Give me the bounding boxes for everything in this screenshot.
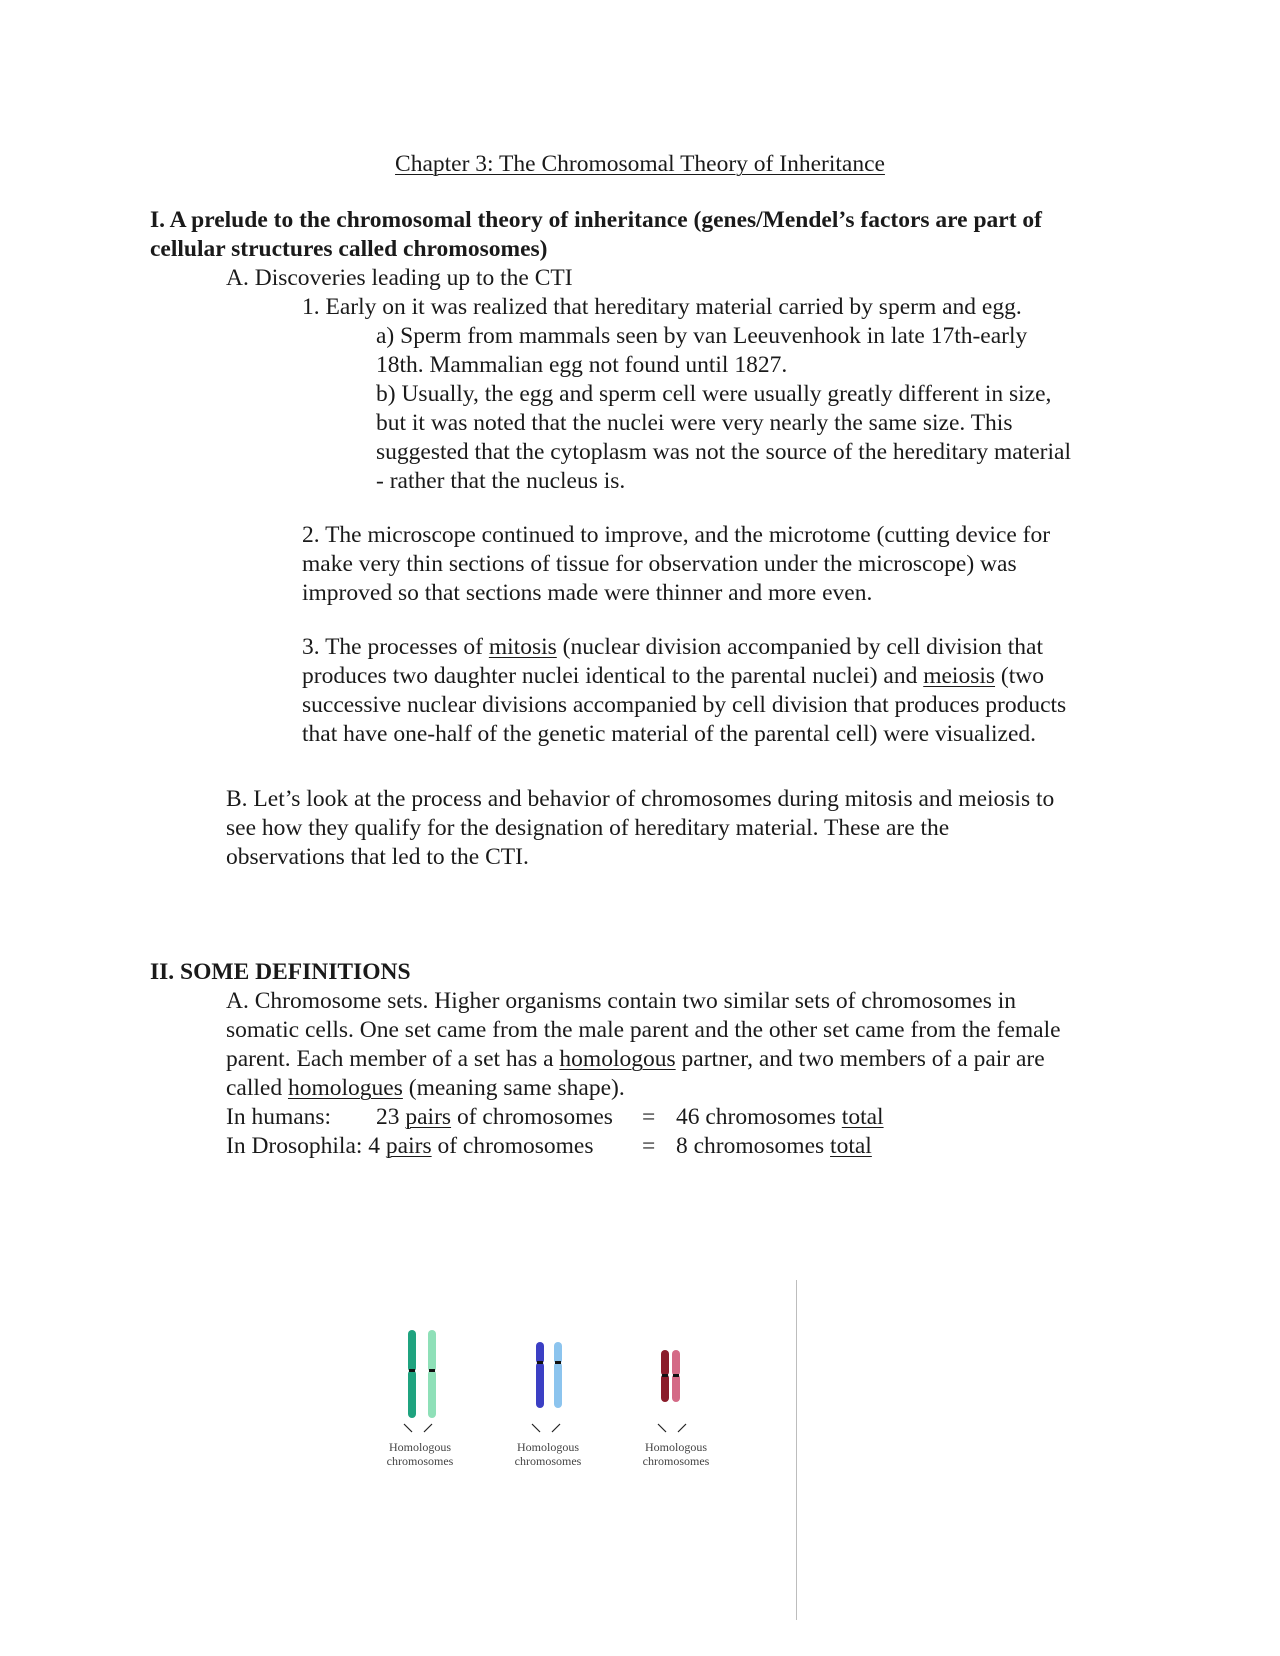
section1-heading-line2: cellular structures called chromosomes) xyxy=(150,236,548,262)
arrows xyxy=(404,1424,686,1432)
section2-heading: II. SOME DEFINITIONS xyxy=(150,959,411,985)
term-homologues: homologues xyxy=(287,1075,403,1101)
item-1a-line2: 18th. Mammalian egg not found until 1827. xyxy=(376,352,788,378)
item-1a-line1: a) Sperm from mammals seen by van Leeuvenhook in late 17th-early xyxy=(376,323,1028,349)
centromere xyxy=(673,1374,679,1377)
centromere xyxy=(555,1361,561,1364)
item-1b-line3: suggested that the cytoplasm was not the source of the hereditary material xyxy=(376,439,1071,465)
chromosome-blue-dark xyxy=(536,1362,544,1408)
item-1b-line2: but it was noted that the nuclei were very nearly the same size. This xyxy=(376,410,1013,436)
item-3-line3: successive nuclear divisions accompanied by cell division that produces products xyxy=(302,692,1067,718)
section1-b-line2: see how they qualify for the designation of hereditary material. These are the xyxy=(226,815,950,841)
drosophila-total: 8 chromosomes total xyxy=(676,1133,872,1159)
item-2-line3: improved so that sections made were thinner and more even. xyxy=(302,580,873,606)
section1-subheading-a: A. Discoveries leading up to the CTI xyxy=(226,265,573,291)
item-1b-line4: - rather that the nucleus is. xyxy=(376,468,626,494)
section2-a-line3: parent. Each member of a set has a homologous partner, and two members of a pair are xyxy=(226,1046,1045,1072)
centromere xyxy=(409,1369,415,1372)
humans-pairs: 23 pairs of chromosomes xyxy=(376,1104,613,1130)
centromere xyxy=(537,1361,543,1364)
vertical-divider xyxy=(796,1280,797,1620)
centromere xyxy=(662,1374,668,1377)
arrow xyxy=(404,1424,412,1432)
term-homologous: homologous xyxy=(559,1046,676,1072)
figure-label-2: Homologous chromosomes xyxy=(514,1440,582,1468)
item-3-line1: 3. The processes of mitosis (nuclear division accompanied by cell division that xyxy=(302,634,1043,660)
humans-label: In humans: xyxy=(226,1104,332,1130)
chromosome-blue-dark xyxy=(536,1342,544,1364)
chromosome-green-light xyxy=(428,1330,436,1372)
chromosome-green-dark xyxy=(408,1330,416,1372)
blue-chromosome-pair xyxy=(536,1342,562,1408)
page-title: Chapter 3: The Chromosomal Theory of Inheritance xyxy=(395,151,885,177)
humans-total: 46 chromosomes total xyxy=(676,1104,884,1130)
figure-label-3: Homologous chromosomes xyxy=(642,1440,710,1468)
humans-equals: = xyxy=(642,1104,656,1130)
arrow xyxy=(552,1424,560,1432)
drosophila-equals: = xyxy=(642,1133,656,1159)
arrow xyxy=(532,1424,540,1432)
chromosome-red-light xyxy=(672,1350,680,1376)
chromosome-red-dark xyxy=(661,1350,669,1376)
chromosome-blue-light xyxy=(554,1362,562,1408)
arrow xyxy=(424,1424,432,1432)
chromosome-red-light xyxy=(672,1374,680,1402)
section1-b-line1: B. Let’s look at the process and behavior of chromosomes during mitosis and meiosis to xyxy=(226,786,1055,812)
item-3-line4: that have one-half of the genetic material of the parental cell) were visualized. xyxy=(302,721,1037,747)
item-2-line2: make very thin sections of tissue for observation under the microscope) was xyxy=(302,551,1017,577)
section1-heading-line1: I. A prelude to the chromosomal theory of inheritance (genes/Mendel’s factors are part of xyxy=(150,207,1042,233)
item-2-line1: 2. The microscope continued to improve, and the microtome (cutting device for xyxy=(302,522,1051,548)
homologous-chromosomes-figure xyxy=(370,1320,730,1440)
term-mitosis: mitosis xyxy=(488,634,557,660)
red-chromosome-pair xyxy=(661,1350,680,1402)
item-3-line2: produces two daughter nuclei identical to the parental nuclei) and meiosis (two xyxy=(302,663,1044,689)
chromosome-red-dark xyxy=(661,1374,669,1402)
drosophila-pairs: In Drosophila: 4 pairs of chromosomes xyxy=(226,1133,594,1159)
chromosome-green-dark xyxy=(408,1370,416,1418)
term-meiosis: meiosis xyxy=(923,663,996,689)
section2-a-line4: called homologues (meaning same shape). xyxy=(226,1075,625,1101)
section2-a-line2: somatic cells. One set came from the male parent and the other set came from the female xyxy=(226,1017,1061,1043)
centromere xyxy=(429,1369,435,1372)
figure-label-1: Homologous chromosomes xyxy=(386,1440,454,1468)
item-1: 1. Early on it was realized that hereditary material carried by sperm and egg. xyxy=(302,294,1022,320)
item-1b-line1: b) Usually, the egg and sperm cell were usually greatly different in size, xyxy=(376,381,1052,407)
section2-a-line1: A. Chromosome sets. Higher organisms contain two similar sets of chromosomes in xyxy=(226,988,1016,1014)
green-chromosome-pair xyxy=(408,1330,436,1418)
chromosome-blue-light xyxy=(554,1342,562,1364)
chromosome-green-light xyxy=(428,1370,436,1418)
arrow xyxy=(678,1424,686,1432)
arrow xyxy=(658,1424,666,1432)
section1-b-line3: observations that led to the CTI. xyxy=(226,844,529,870)
